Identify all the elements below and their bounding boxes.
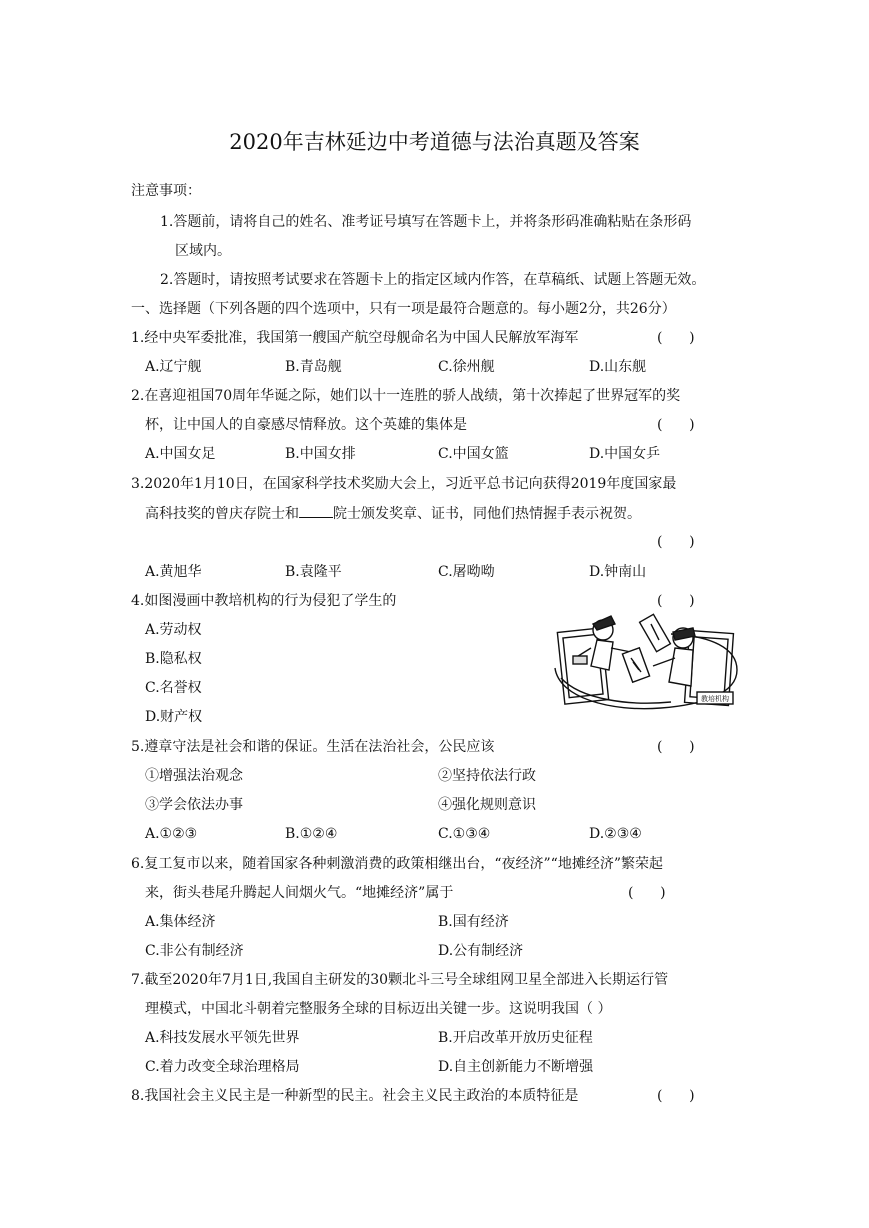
q5-item-2: ②坚持依法行政: [438, 768, 536, 784]
q7-stem-line1: 7.截至2020年7月1日,我国自主研发的30颗北斗三号全球组网卫星全部进入长期运行管: [131, 972, 669, 988]
q7-option-b: B.开启改革开放历史征程: [438, 1030, 593, 1046]
q5-option-a: A.①②③: [145, 826, 198, 842]
notice-heading: 注意事项：: [131, 183, 201, 199]
q1-option-a: A.辽宁舰: [145, 359, 202, 375]
q4-answer-paren: ( ): [657, 593, 695, 609]
cartoon-label: 教培机构: [701, 695, 729, 703]
q2-option-d: D.中国女乒: [589, 446, 661, 462]
q6-stem-line1: 6.复工复市以来，随着国家各种刺激消费的政策相继出台，“夜经济”“地摊经济”繁荣起: [131, 856, 663, 872]
q5-option-b: B.①②④: [285, 826, 338, 842]
section-heading: 一、选择题（下列各题的四个选项中，只有一项是最符合题意的。每小题2分，共26分）: [131, 301, 676, 317]
q4-option-b: B.隐私权: [145, 651, 202, 667]
q2-answer-paren: ( ): [657, 417, 695, 433]
q6-option-b: B.国有经济: [438, 914, 509, 930]
q3-stem-line1: 3.2020年1月10日，在国家科学技术奖励大会上，习近平总书记向获得2019年度国家最: [131, 476, 677, 492]
q3-option-a: A.黄旭华: [145, 564, 202, 580]
q6-option-a: A.集体经济: [145, 914, 216, 930]
page-title: 2020年吉林延边中考道德与法治真题及答案: [229, 130, 640, 154]
q3-option-d: D.钟南山: [589, 564, 647, 580]
q1-answer-paren: ( ): [657, 330, 695, 346]
q7-option-d: D.自主创新能力不断增强: [438, 1059, 594, 1075]
cartoon-illustration: [551, 608, 741, 716]
q7-option-a: A.科技发展水平领先世界: [145, 1030, 300, 1046]
q5-stem: 5.遵章守法是社会和谐的保证。生活在法治社会，公民应该: [131, 739, 495, 755]
q3-answer-paren: ( ): [657, 534, 695, 550]
notice-item-1-cont: 区域内。: [175, 243, 231, 259]
q8-stem: 8.我国社会主义民主是一种新型的民主。社会主义民主政治的本质特征是: [131, 1088, 579, 1104]
q7-stem-line2: 理模式，中国北斗朝着完整服务全球的目标迈出关键一步。这说明我国（ ）: [145, 1001, 612, 1017]
q2-stem-line1: 2.在喜迎祖国70周年华诞之际，她们以十一连胜的骄人战绩，第十次捧起了世界冠军的奖: [131, 388, 681, 404]
q4-stem: 4.如图漫画中教培机构的行为侵犯了学生的: [131, 593, 397, 609]
q1-option-d: D.山东舰: [589, 359, 647, 375]
q5-item-1: ①增强法治观念: [145, 768, 243, 784]
q3-stem-line2-b: 院士颁发奖章、证书，同他们热情握手表示祝贺。: [333, 506, 641, 522]
q3-blank: [299, 503, 333, 518]
q5-item-3: ③学会依法办事: [145, 797, 243, 813]
q7-option-c: C.着力改变全球治理格局: [145, 1059, 300, 1075]
q5-item-4: ④强化规则意识: [438, 797, 536, 813]
q6-option-d: D.公有制经济: [438, 943, 524, 959]
q2-option-b: B.中国女排: [285, 446, 356, 462]
notice-item-1: 1.答题前，请将自己的姓名、准考证号填写在答题卡上，并将条形码准确粘贴在条形码: [160, 214, 692, 230]
q6-stem-line2: 来，街头巷尾升腾起人间烟火气。“地摊经济”属于: [145, 885, 454, 901]
q6-option-c: C.非公有制经济: [145, 943, 244, 959]
q1-option-b: B.青岛舰: [285, 359, 342, 375]
q3-stem-line2-a: 高科技奖的曾庆存院士和: [145, 506, 299, 522]
q2-stem-line2: 杯，让中国人的自豪感尽情释放。这个英雄的集体是: [145, 417, 467, 433]
q3-option-c: C.屠呦呦: [438, 564, 495, 580]
q4-option-d: D.财产权: [145, 709, 203, 725]
q6-answer-paren: ( ): [628, 885, 666, 901]
q1-stem: 1.经中央军委批准，我国第一艘国产航空母舰命名为中国人民解放军海军: [131, 330, 579, 346]
q8-answer-paren: ( ): [657, 1088, 695, 1104]
q2-option-c: C.中国女篮: [438, 446, 509, 462]
q5-option-d: D.②③④: [589, 826, 642, 842]
notice-item-2: 2.答题时，请按照考试要求在答题卡上的指定区域内作答，在草稿纸、试题上答题无效。: [160, 272, 706, 288]
q4-option-a: A.劳动权: [145, 622, 202, 638]
q1-option-c: C.徐州舰: [438, 359, 495, 375]
q4-option-c: C.名誉权: [145, 680, 202, 696]
q5-answer-paren: ( ): [657, 739, 695, 755]
q5-option-c: C.①③④: [438, 826, 491, 842]
q3-option-b: B.袁隆平: [285, 564, 342, 580]
q3-stem-line2: [145, 503, 641, 524]
q2-option-a: A.中国女足: [145, 446, 216, 462]
